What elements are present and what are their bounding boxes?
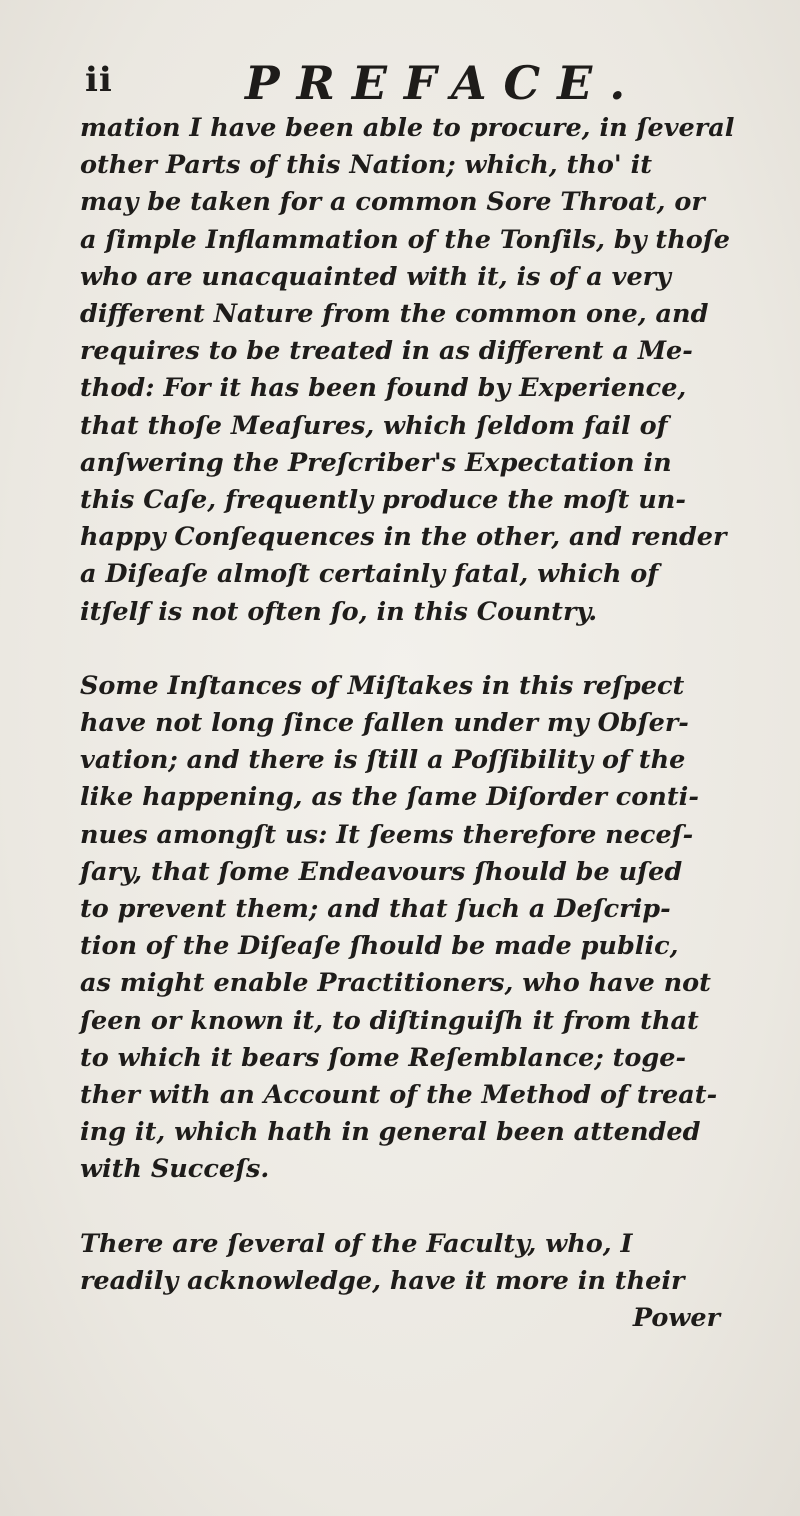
text-line: thod: For it has been found by Experience, [80,373,687,404]
text-line: may be taken for a common Sore Throat, or [80,187,705,218]
text-line: ing it, which hath in general been attended [80,1117,701,1148]
text-line: There are ſeveral of the Faculty, who, I [80,1228,633,1259]
text-line: this Caſe, frequently produce the moſt un- [80,485,686,516]
text-line: to which it bears ſome Reſemblance; toge- [80,1042,687,1073]
body-text [80,110,770,1337]
text-line: a Diſeaſe almoſt certainly fatal, which of [80,559,659,590]
text-line: requires to be treated in as different a Me- [80,336,693,367]
text-line: nues amongſt us: It ſeems therefore neceſ- [80,819,694,850]
text-line: ther with an Account of the Method of treat- [80,1080,718,1111]
text-line: itſelf is not often ſo, in this Country. [80,596,598,627]
text-line: that thoſe Meaſures, which ſeldom fail of [80,410,668,441]
text-line: readily acknowledge, have it more in their [80,1265,685,1296]
text-line: anſwering the Preſcriber's Expectation in [80,447,672,478]
text-line: as might enable Practitioners, who have not [80,968,711,999]
text-line: to prevent them; and that ſuch a Deſcrip- [80,894,671,925]
text-line: who are unacquainted with it, is of a very [80,261,671,292]
text-line: have not long ſince fallen under my Obſer- [80,708,689,739]
paragraph-2 [80,668,770,1189]
text-line: different Nature from the common one, and [80,299,709,330]
text-line: a ſimple Inflammation of the Tonſils, by thoſe [80,224,730,255]
paragraph-1 [80,110,770,631]
text-line: ſeen or known it, to diſtinguiſh it from that [80,1005,699,1036]
page-header [85,56,685,110]
text-line: mation I have been able to procure, in ſeveral [80,113,735,143]
text-line: Some Inſtances of Miſtakes in this reſpect [80,670,685,701]
paragraph-gap [80,1189,770,1226]
text-line: vation; and there is ſtill a Poſſibility of the [80,745,686,776]
text-line: other Parts of this Nation; which, tho' it [80,150,653,181]
text-line: like happening, as the ſame Diſorder conti- [80,782,699,813]
paragraph-gap [80,631,770,668]
catchword: Power [632,1303,720,1334]
text-line: tion of the Diſeaſe ſhould be made public, [80,931,679,962]
text-line: ſary, that ſome Endeavours ſhould be uſed [80,856,683,887]
paragraph-3 [80,1226,770,1338]
page-number: ii [85,60,113,100]
text-line: happy Conſequences in the other, and render [80,522,727,553]
running-head: PREFACE. [245,56,643,110]
text-line: with Succeſs. [80,1154,270,1185]
